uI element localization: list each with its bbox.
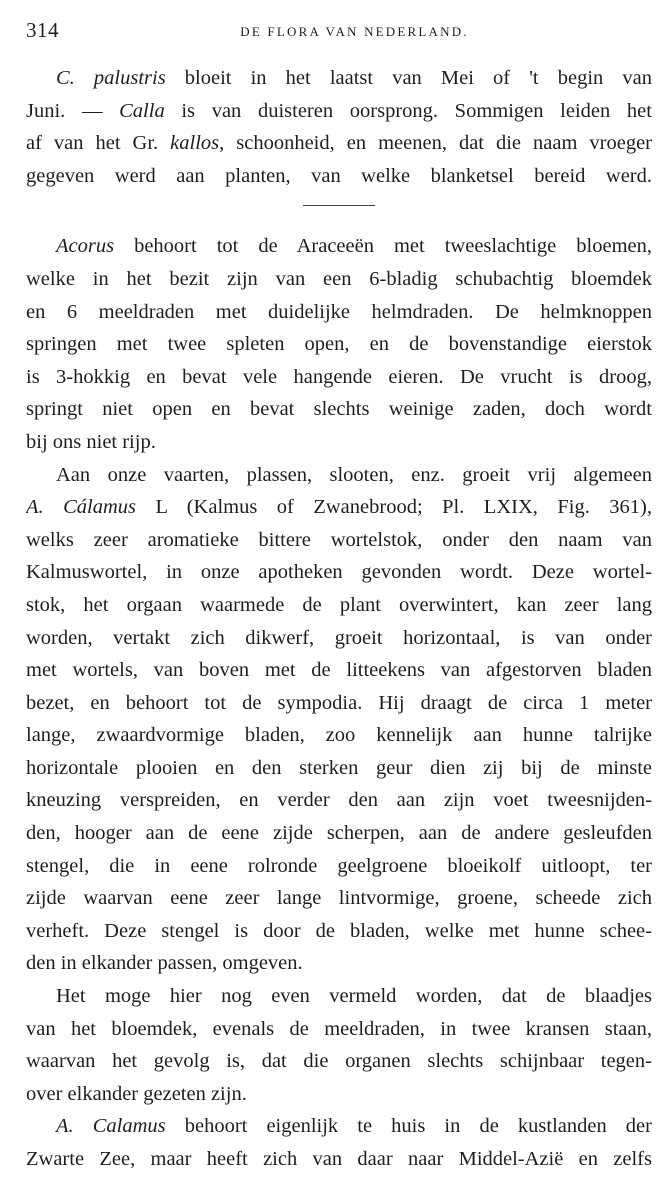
text-line: over elkander gezeten zijn.: [26, 1082, 247, 1105]
text-line: Kalmuswortel, in onze apotheken gevonden wordt. Deze wortel-: [26, 561, 652, 584]
text-line: A. Calamus behoort eigenlijk te huis in de kustlanden der: [56, 1115, 652, 1138]
text-line: worden, vertakt zich dikwerf, groeit horizontaal, is van onder: [26, 626, 652, 649]
text-line: met wortels, van boven met de litteekens van afgestorven bladen: [26, 659, 652, 682]
text-line: Acorus behoort tot de Araceeën met tweeslachtige bloemen,: [56, 235, 652, 258]
text-line: gegeven werd aan planten, van welke blanketsel bereid werd.: [26, 164, 652, 187]
text-line: Juni. — Calla is van duisteren oorsprong. Sommigen leiden het: [26, 99, 652, 122]
page-header: [26, 18, 643, 48]
text-line: springt niet open en bevat slechts weinige zaden, doch wordt: [26, 398, 652, 421]
spacer: [26, 220, 652, 230]
text-line: lange, zwaardvormige bladen, zoo kennelijk aan hunne talrijke: [26, 724, 652, 747]
text-line: bij ons niet rijp.: [26, 430, 156, 453]
text-line: zijde waarvan eene zeer lange lintvormige, groene, scheede zich: [26, 887, 652, 910]
text-line: Aan onze vaarten, plassen, slooten, enz. groeit vrij algemeen: [56, 463, 652, 486]
text-line: en 6 meeldraden met duidelijke helmdraden. De helmknoppen: [26, 300, 652, 323]
paragraph-herkomst: [26, 1110, 652, 1175]
paragraph-bloemdek: [26, 980, 652, 1110]
text-line: stengel, die in eene rolronde geelgroene bloeikolf uitloopt, ter: [26, 854, 652, 877]
text-line: af van het Gr. kallos, schoonheid, en meenen, dat die naam vroeger: [26, 132, 652, 155]
text-line: waarvan het gevolg is, dat die organen slechts schijnbaar tegen-: [26, 1050, 652, 1073]
text-line: Zwarte Zee, maar heeft zich van daar naar Middel-Azië en zelfs: [26, 1148, 652, 1170]
paragraph-acorus: [26, 230, 652, 458]
text-line: den in elkander passen, omgeven.: [26, 952, 303, 975]
divider-rule: [303, 205, 375, 206]
text-line: verheft. Deze stengel is door de bladen, welke met hunne schee-: [26, 919, 652, 942]
text-line: den, hooger aan de eene zijde scherpen, aan de andere gesleufden: [26, 822, 652, 845]
text-line: C. palustris bloeit in het laatst van Mei of 't begin van: [56, 67, 652, 89]
section-divider: [26, 192, 652, 220]
text-line: Het moge hier nog even vermeld worden, dat de blaadjes: [56, 985, 652, 1008]
body-text: [26, 62, 652, 1176]
text-line: horizontale plooien en den sterken geur dien zij bij de minste: [26, 756, 652, 779]
text-line: bezet, en behoort tot de sympodia. Hij draagt de circa 1 meter: [26, 691, 652, 714]
paragraph-calla-palustris: [26, 62, 652, 192]
page-number: 314: [26, 18, 59, 42]
text-line: kneuzing verspreiden, en verder den aan zijn voet tweesnijden-: [26, 789, 652, 812]
running-title: DE FLORA VAN NEDERLAND.: [240, 24, 469, 39]
text-line: stok, het orgaan waarmede de plant overwintert, kan zeer lang: [26, 593, 652, 616]
text-line: is 3-hokkig en bevat vele hangende eieren. De vrucht is droog,: [26, 365, 652, 388]
text-line: springen met twee spleten open, en de bovenstandige eierstok: [26, 333, 652, 356]
paragraph-acorus-calamus: [26, 459, 652, 981]
text-line: welks zeer aromatieke bittere wortelstok, onder den naam van: [26, 528, 652, 551]
text-line: welke in het bezit zijn van een 6-bladig schubachtig bloemdek: [26, 267, 652, 290]
text-line: van het bloemdek, evenals de meeldraden, in twee kransen staan,: [26, 1017, 652, 1040]
text-line: A. Cálamus L (Kalmus of Zwanebrood; Pl. LXIX, Fig. 361),: [26, 496, 652, 519]
